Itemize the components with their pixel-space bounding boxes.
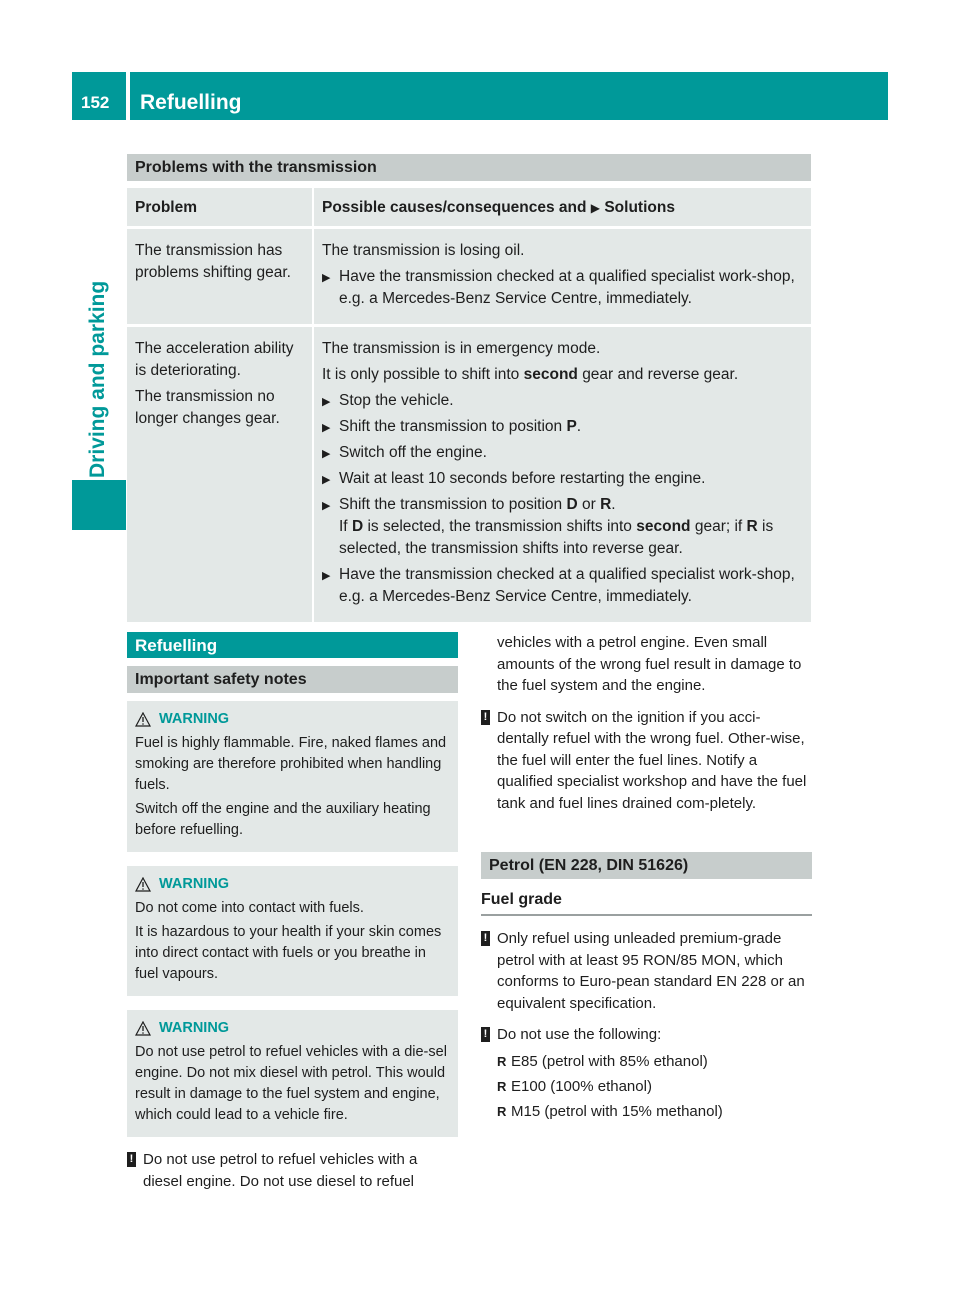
solution-step: ▶ Switch off the engine. bbox=[322, 442, 803, 464]
solution-cell: The transmission is in emergency mode. It is only possible to shift into second gear and reverse gear. ▶ Stop the vehicle. ▶ Shift the transmission to position P. ▶ Switch off the engine. ▶ Wait at least 10 seconds before restarting the engine. ▶ Shift the transmission to position D or R. If D is selected, the transmission shifts into second gear; if R is selected, the transmission shifts into reverse gear. ▶ Have the transmission checked at a qualified specialist work-shop, e.g. a Mercedes-Benz Service Centre, immediately. bbox=[314, 327, 811, 625]
bullet-icon: R bbox=[497, 1053, 507, 1069]
right-column bbox=[481, 632, 812, 1124]
bullet-icon: R bbox=[497, 1103, 507, 1119]
side-tab-marker bbox=[72, 480, 126, 530]
fuel-exclusion-list bbox=[481, 1049, 812, 1124]
arrow-right-icon: ▶ bbox=[322, 272, 331, 284]
page-header bbox=[72, 72, 888, 120]
table-row bbox=[127, 327, 811, 625]
note-diesel-continued: vehicles with a petrol engine. Even small amounts of the wrong fuel result in damage to the fuel system and the engine. bbox=[497, 634, 802, 694]
exclamation-icon: ! bbox=[481, 931, 490, 946]
warning-heading: WARNING bbox=[159, 876, 230, 892]
solution-step: ▶ Wait at least 10 seconds before restarting the engine. bbox=[322, 468, 803, 490]
note-donot: ! Do not use the following: bbox=[481, 1024, 812, 1046]
arrow-right-icon: ▶ bbox=[322, 500, 331, 512]
exclamation-icon: ! bbox=[481, 1027, 490, 1042]
exclamation-icon: ! bbox=[127, 1152, 136, 1167]
transmission-table bbox=[127, 188, 811, 625]
solution-cell: The transmission is losing oil. ▶ Have the transmission checked at a qualified specialist work-shop, e.g. a Mercedes-Benz Service Centre, immediately. bbox=[314, 229, 811, 327]
bullet-icon: R bbox=[497, 1078, 507, 1094]
note-premium: ! Only refuel using unleaded premium-grade petrol with at least 95 RON/85 MON, which conforms to Euro-pean standard EN 228 or an equivalent specification. bbox=[481, 928, 812, 1014]
note-ignition: ! Do not switch on the ignition if you acci-dentally refuel with the wrong fuel. Other-wise, the fuel will enter the fuel lines. Notify a qualified specialist workshop and have the fuel tank and fuel lines drained com-pletely. bbox=[481, 707, 812, 815]
exclamation-icon: ! bbox=[481, 710, 490, 725]
solution-step: ▶ Shift the transmission to position D or R. If D is selected, the transmission shifts into second gear; if R is selected, the transmission shifts into reverse gear. bbox=[322, 496, 774, 557]
warning-box: WARNING Fuel is highly flammable. Fire, naked flames and smoking are therefore prohibited when handling fuels. Switch off the engine and the auxiliary heating before refuelling. bbox=[127, 701, 458, 852]
problem-cell: The transmission has problems shifting gear. bbox=[127, 229, 314, 327]
warning-heading: WARNING bbox=[159, 711, 230, 727]
warning-triangle-icon bbox=[135, 1021, 151, 1036]
table-row bbox=[127, 229, 811, 327]
chapter-title: Refuelling bbox=[130, 72, 888, 120]
section-title-refuelling: Refuelling bbox=[127, 632, 458, 658]
warning-triangle-icon bbox=[135, 877, 151, 892]
list-item: R E85 (petrol with 85% ethanol) bbox=[497, 1049, 812, 1074]
arrow-right-icon: ▶ bbox=[322, 448, 331, 460]
note-diesel: ! Do not use petrol to refuel vehicles with a diesel engine. Do not use diesel to refuel bbox=[127, 1149, 458, 1192]
col-problem: Problem bbox=[127, 188, 314, 229]
arrow-right-icon: ▶ bbox=[322, 474, 331, 486]
arrow-right-icon: ▶ bbox=[322, 396, 331, 408]
warning-triangle-icon bbox=[135, 712, 151, 727]
side-tab-label: Driving and parking bbox=[86, 280, 109, 478]
col-solutions: Possible causes/consequences and ▶ Solutions bbox=[314, 188, 811, 229]
list-item: R E100 (100% ethanol) bbox=[497, 1074, 812, 1099]
solution-step: ▶ Have the transmission checked at a qualified specialist work-shop, e.g. a Mercedes-Benz Service Centre, immediately. bbox=[322, 268, 795, 307]
table-header-row bbox=[127, 188, 811, 229]
warning-box: WARNING Do not use petrol to refuel vehicles with a die-sel engine. Do not mix diesel with petrol. This would result in damage to the fuel system and engine, which could lead to a vehicle fire. bbox=[127, 1010, 458, 1137]
fuel-grade-title: Fuel grade bbox=[481, 891, 812, 916]
subsection-title-safety: Important safety notes bbox=[127, 666, 458, 693]
problem-cell: The acceleration ability is deteriorating. The transmission no longer changes gear. bbox=[127, 327, 314, 625]
left-column bbox=[127, 632, 458, 1192]
page-number: 152 bbox=[72, 72, 126, 120]
list-item: R M15 (petrol with 15% methanol) bbox=[497, 1099, 812, 1124]
section-title-petrol: Petrol (EN 228, DIN 51626) bbox=[481, 852, 812, 879]
solution-step: ▶ Shift the transmission to position P. bbox=[322, 416, 803, 438]
arrow-right-icon: ▶ bbox=[322, 570, 331, 582]
solution-step: ▶ Have the transmission checked at a qualified specialist work-shop, e.g. a Mercedes-Benz Service Centre, immediately. bbox=[322, 566, 795, 605]
warning-box: WARNING Do not come into contact with fuels. It is hazardous to your health if your skin comes into direct contact with fuels or you breathe in fuel vapours. bbox=[127, 866, 458, 996]
arrow-right-icon: ▶ bbox=[322, 422, 331, 434]
solution-step: ▶ Stop the vehicle. bbox=[322, 390, 803, 412]
warning-heading: WARNING bbox=[159, 1020, 230, 1036]
arrow-right-icon: ▶ bbox=[590, 201, 601, 215]
table-title: Problems with the transmission bbox=[127, 154, 811, 181]
